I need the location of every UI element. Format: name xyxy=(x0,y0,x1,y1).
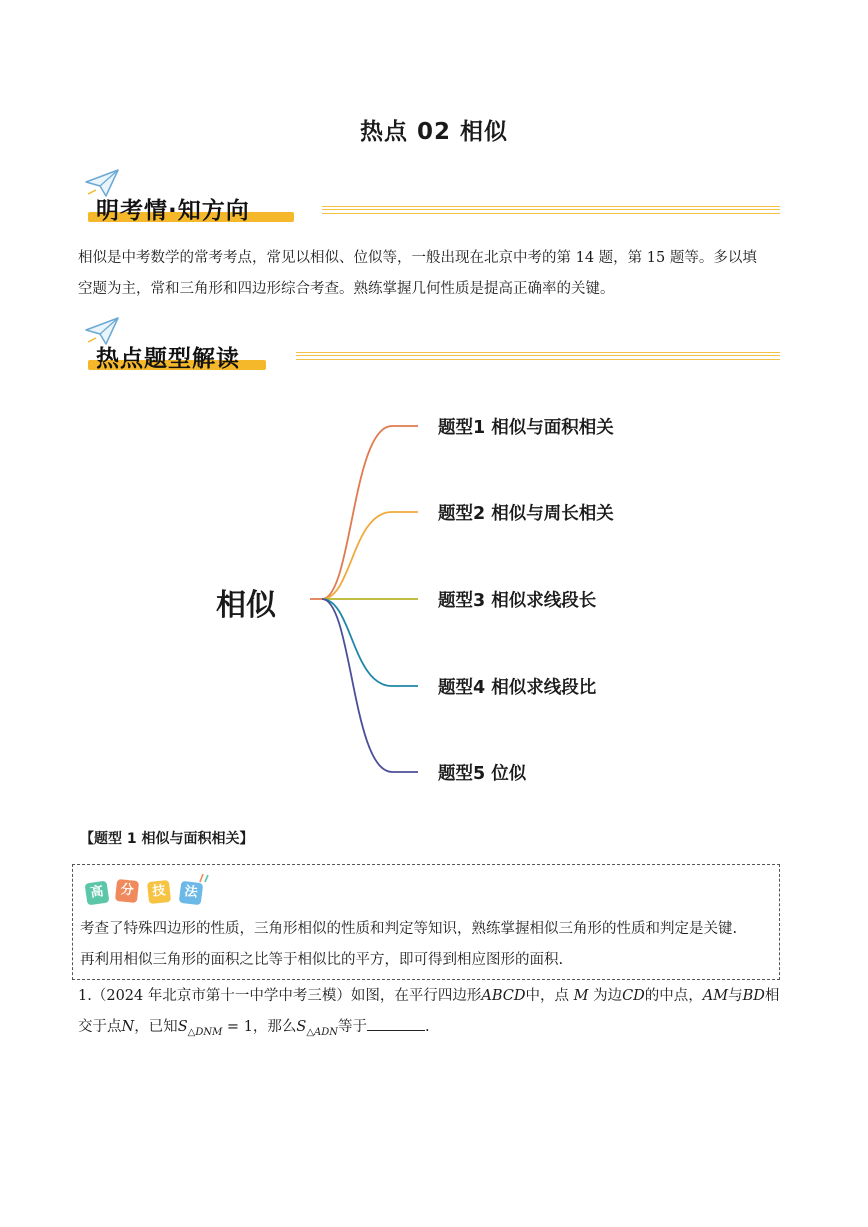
mindmap-branch-2 xyxy=(322,512,418,599)
math-s-dnm xyxy=(177,1019,223,1038)
question-text: ，已知 xyxy=(134,1019,178,1035)
question-text: 与 xyxy=(728,988,743,1004)
math-sub: △DNM xyxy=(187,1026,223,1038)
question-text: . xyxy=(425,1019,430,1035)
answer-blank[interactable] xyxy=(367,1016,425,1031)
mindmap-node-4: 题型4 相似求线段比 xyxy=(438,678,597,698)
question-number: 1. xyxy=(78,988,92,1004)
tip-badge-1: 高 xyxy=(85,881,110,906)
question-text: 的中点， xyxy=(644,988,703,1004)
mindmap-root: 相似 xyxy=(216,588,276,623)
tip-line-1: 考查了特殊四边形的性质，三角形相似的性质和判定等知识，熟练掌握相似三角形的性质和判定是关键. xyxy=(80,921,738,937)
question-text: 相 xyxy=(764,988,780,1004)
mindmap-node-5: 题型5 位似 xyxy=(438,764,527,784)
question-text: 为边 xyxy=(593,988,623,1004)
intro-line-2: 空题为主，常和三角形和四边形综合考查。熟练掌握几何性质是提高正确率的关键。 xyxy=(78,281,615,297)
question-1 xyxy=(78,981,792,1048)
mindmap-node-2: 题型2 相似与周长相关 xyxy=(438,504,614,524)
math-s: S xyxy=(296,1019,307,1035)
tip-badge-3: 技 xyxy=(147,880,171,904)
math-am: AM xyxy=(702,988,729,1004)
math-sub: △ADN xyxy=(306,1026,339,1038)
section-label: 明考情·知方向 xyxy=(96,198,250,224)
tip-badge-4: 法 xyxy=(179,881,204,906)
question-source: （2024 年北京市第十一中学中考三模） xyxy=(91,988,351,1004)
page-title: 热点 02 相似 xyxy=(359,119,509,145)
intro-line-1: 相似是中考数学的常考考点，常见以相似、位似等，一般出现在北京中考的第 14 题，第 15 题等。多以填 xyxy=(78,250,757,266)
math-equals: = 1 xyxy=(222,1019,253,1035)
question-1-line-1 xyxy=(78,981,792,1012)
mindmap-branch-4 xyxy=(322,599,418,686)
mindmap-node-1: 题型1 相似与面积相关 xyxy=(438,418,614,438)
question-text: 如图，在平行四边形 xyxy=(350,988,482,1004)
math-cd: CD xyxy=(622,988,645,1004)
question-1-line-2 xyxy=(78,1012,792,1048)
section-label: 热点题型解读 xyxy=(96,346,240,372)
math-m: M xyxy=(573,988,589,1004)
tip-line-2: 再利用相似三角形的面积之比等于相似比的平方，即可得到相应图形的面积. xyxy=(80,952,564,968)
math-s: S xyxy=(177,1019,188,1035)
tip-badges xyxy=(86,874,216,910)
math-bd: BD xyxy=(742,988,765,1004)
math-s-adn xyxy=(296,1019,339,1038)
tip-text xyxy=(80,914,792,976)
question-text: 交于点 xyxy=(78,1019,122,1035)
type-heading: 【题型 1 相似与面积相关】 xyxy=(80,831,254,847)
mindmap-node-3: 题型3 相似求线段长 xyxy=(438,591,597,611)
tip-badge-2: 分 xyxy=(115,879,139,903)
sparkle-icon xyxy=(198,872,212,884)
question-text: ，那么 xyxy=(252,1019,297,1035)
math-n: N xyxy=(121,1019,135,1035)
math-abcd: ABCD xyxy=(481,988,526,1004)
question-text: 中，点 xyxy=(525,988,569,1004)
question-text: 等于 xyxy=(338,1019,368,1035)
